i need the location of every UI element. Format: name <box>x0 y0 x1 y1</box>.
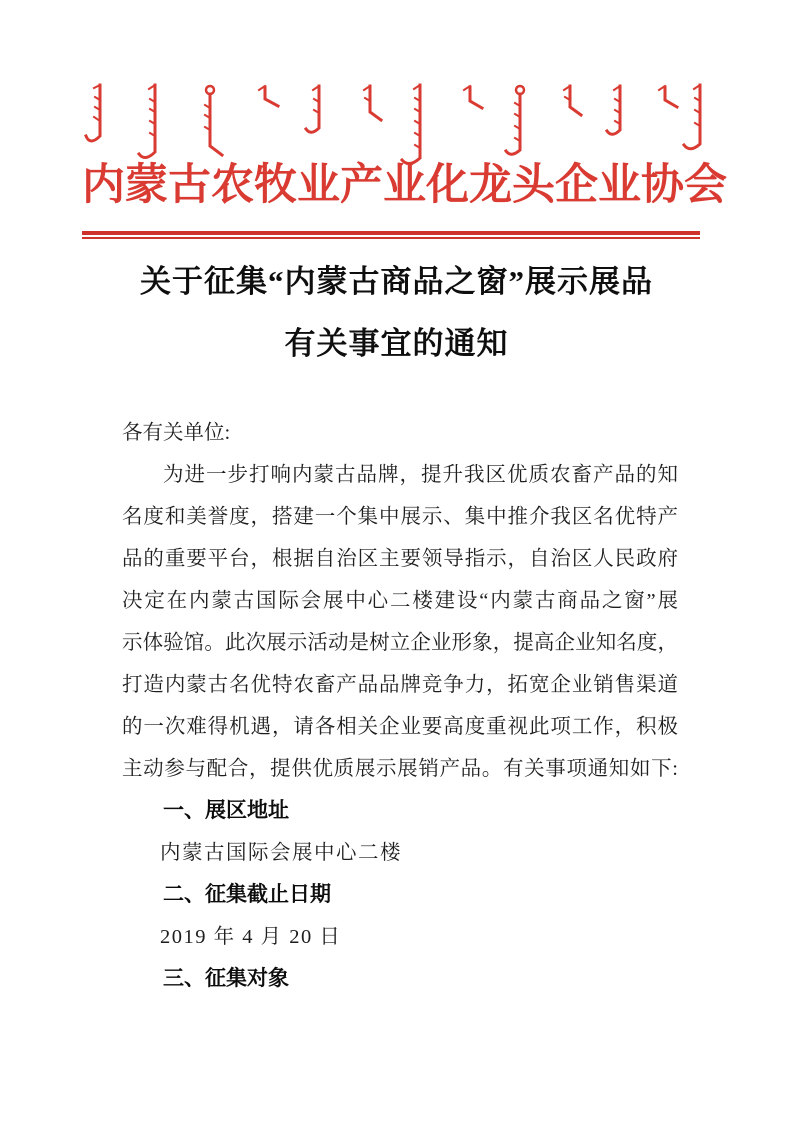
notice-body <box>122 412 678 1000</box>
paragraph-line: 主动参与配合，提供优质展示展销产品。有关事项通知如下: <box>122 758 678 780</box>
paragraph-line: 示体验馆。此次展示活动是树立企业形象，提高企业知名度， <box>122 632 678 654</box>
section-1-content: 内蒙古国际会展中心二楼 <box>160 842 402 864</box>
divider-thin-line <box>82 237 700 239</box>
section-1-heading: 一、展区地址 <box>163 799 289 822</box>
paragraph-line: 决定在内蒙古国际会展中心二楼建设“内蒙古商品之窗”展 <box>122 590 678 612</box>
letterhead-org-name: 内蒙古农牧业产业化龙头企业协会 <box>82 162 727 209</box>
paragraph-line: 品的重要平台，根据自治区主要领导指示，自治区人民政府 <box>122 548 678 570</box>
paragraph-line: 名度和美誉度，搭建一个集中展示、集中推介我区名优特产 <box>122 506 678 528</box>
section-3-heading: 三、征集对象 <box>163 967 289 990</box>
paragraph-line: 的一次难得机遇，请各相关企业要高度重视此项工作，积极 <box>122 716 678 738</box>
paragraph-line: 为进一步打响内蒙古品牌，提升我区优质农畜产品的知 <box>163 464 678 486</box>
section-2-heading: 二、征集截止日期 <box>163 883 331 906</box>
paragraph-line: 打造内蒙古名优特农畜产品品牌竞争力，拓宽企业销售渠道 <box>122 674 678 696</box>
section-2-content: 2019 年 4 月 20 日 <box>160 926 342 948</box>
notice-title <box>0 251 793 375</box>
salutation: 各有关单位: <box>122 422 231 444</box>
letterhead-divider-rule <box>82 231 700 239</box>
notice-title-line1: 关于征集“内蒙古商品之窗”展示展品 <box>140 264 653 299</box>
notice-title-line2: 有关事宜的通知 <box>284 326 509 361</box>
divider-thick-line <box>82 231 700 235</box>
